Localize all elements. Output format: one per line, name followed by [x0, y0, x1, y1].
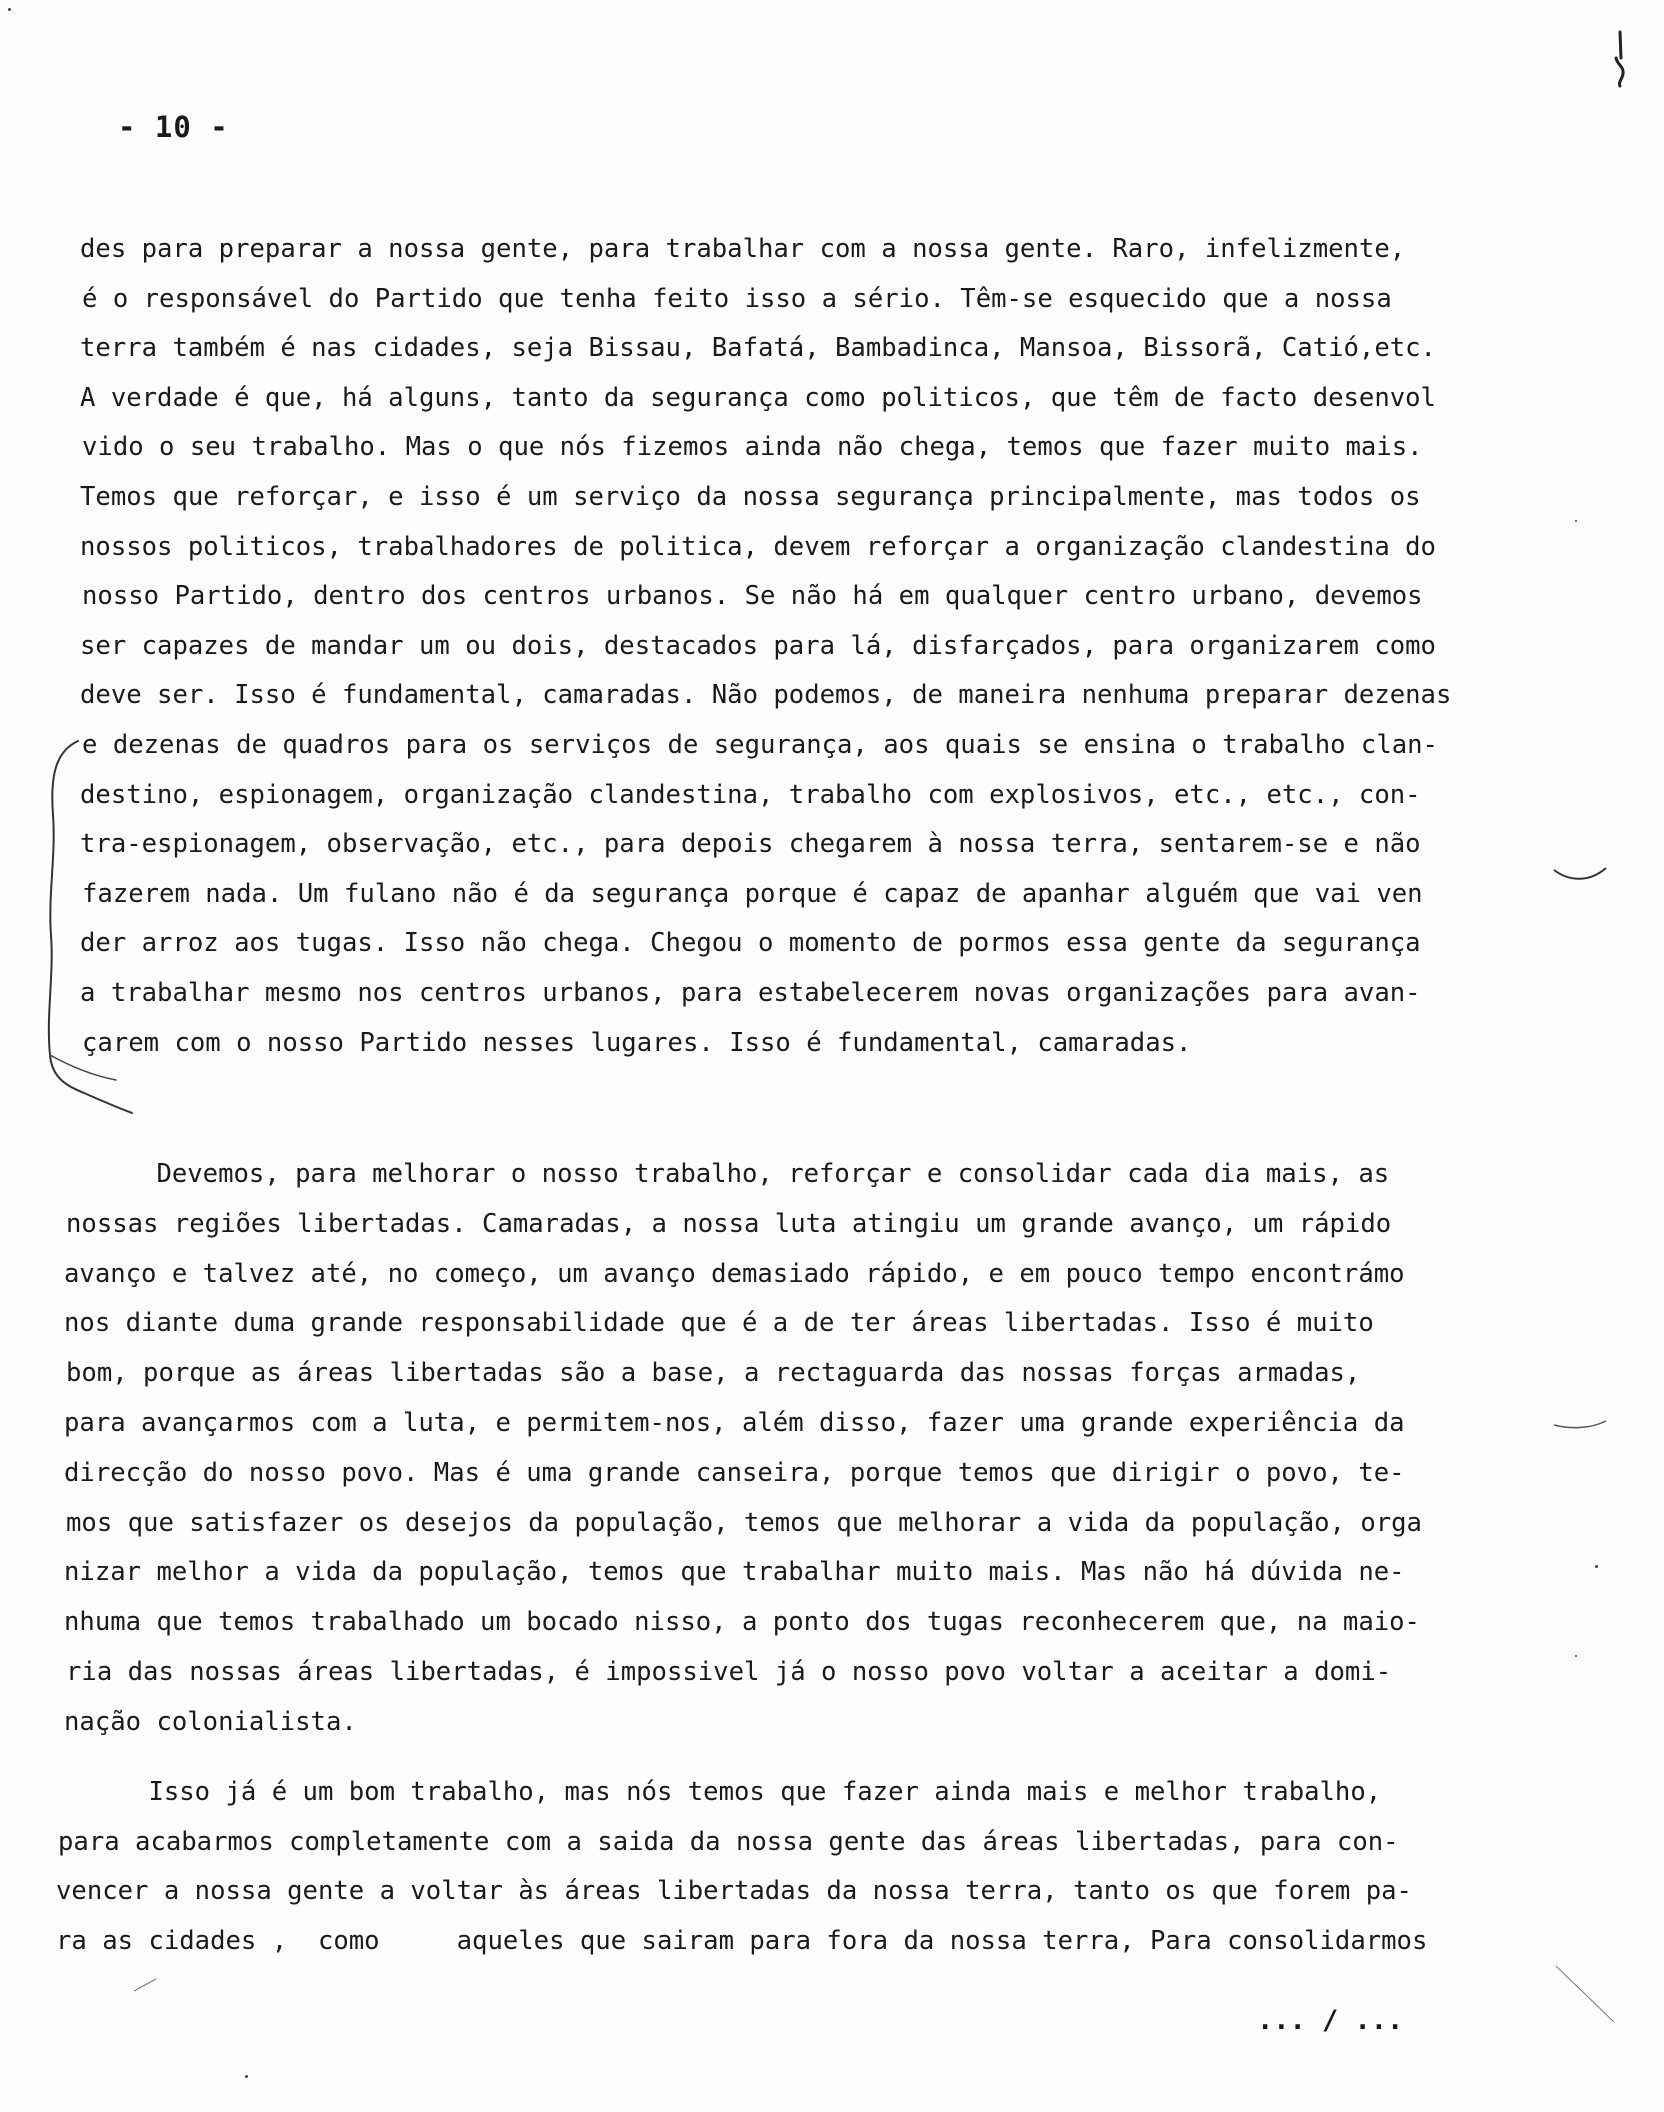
text-line: fazerem nada. Um fulano não é da segurança porque é capaz de apanhar alguém que vai ven [82, 878, 1423, 909]
handwritten-margin-bracket [20, 735, 140, 1115]
margin-mark [1550, 1415, 1610, 1435]
margin-mark [130, 1975, 160, 1995]
text-line: vencer a nossa gente a voltar às áreas libertadas da nossa terra, tanto os que forem pa- [56, 1876, 1412, 1906]
text-line: nizar melhor a vida da população, temos que trabalhar muito mais. Mas não há dúvida ne- [64, 1557, 1405, 1588]
text-line: bom, porque as áreas libertadas são a base, a rectaguarda das nossas forças armadas, [66, 1358, 1361, 1389]
text-line: Isso já é um bom trabalho, mas nós temos que fazer ainda mais e melhor trabalho, [56, 1777, 1382, 1807]
text-line: nossos politicos, trabalhadores de politica, devem reforçar a organização clandestina do [80, 531, 1436, 562]
text-line: ra as cidades , como aqueles que sairam para fora da nossa terra, Para consolidarmos [56, 1925, 1428, 1956]
speck [1575, 1655, 1577, 1657]
text-line: e dezenas de quadros para os serviços de segurança, aos quais se ensina o trabalho clan- [82, 730, 1438, 760]
text-line: para acabarmos completamente com a saida da nossa gente das áreas libertadas, para con- [58, 1826, 1399, 1857]
text-line: nação colonialista. [64, 1706, 357, 1737]
ink-mark [1608, 28, 1632, 88]
text-line: A verdade é que, há alguns, tanto da segurança como politicos, que têm de facto desenvol [80, 382, 1436, 413]
text-line: Temos que reforçar, e isso é um serviço da nossa segurança principalmente, mas todos os [80, 482, 1421, 512]
continuation-marker: ... / ... [1257, 2005, 1404, 2036]
text-line: é o responsável do Partido que tenha feito isso a sério. Têm-se esquecido que a nossa [82, 283, 1392, 314]
text-line: destino, espionagem, organização clandestina, trabalho com explosivos, etc., etc., con- [80, 779, 1421, 810]
speck [1595, 1565, 1598, 1568]
text-line: ria das nossas áreas libertadas, é impossivel já o nosso povo voltar a aceitar a domi- [66, 1657, 1392, 1687]
margin-mark [1550, 860, 1610, 890]
text-line: a trabalhar mesmo nos centros urbanos, para estabelecerem novas organizações para avan- [80, 978, 1421, 1008]
text-line: nosso Partido, dentro dos centros urbanos. Se não há em qualquer centro urbano, devemos [82, 581, 1423, 612]
text-line: tra-espionagem, observação, etc., para depois chegarem à nossa terra, sentarem-se e não [80, 829, 1421, 860]
text-line: çarem com o nosso Partido nesses lugares. Isso é fundamental, camaradas. [82, 1027, 1192, 1058]
speck [245, 2075, 248, 2078]
text-line: direcção do nosso povo. Mas é uma grande canseira, porque temos que dirigir o povo, te- [64, 1457, 1405, 1488]
text-line: para avançarmos com a luta, e permitem-nos, além disso, fazer uma grande experiência da [64, 1408, 1405, 1438]
text-line: avanço e talvez até, no começo, um avanço demasiado rápido, e em pouco tempo encontrámo [64, 1258, 1405, 1289]
text-line: deve ser. Isso é fundamental, camaradas. Não podemos, de maneira nenhuma preparar dezenas [80, 680, 1452, 711]
text-line: nhuma que temos trabalhado um bocado nisso, a ponto dos tugas reconhecerem que, na maio- [64, 1607, 1420, 1638]
text-line: ser capazes de mandar um ou dois, destacados para lá, disfarçados, para organizarem como [80, 630, 1436, 661]
text-line: nos diante duma grande responsabilidade que é a de ter áreas libertadas. Isso é muito [64, 1308, 1374, 1339]
text-line: des para preparar a nossa gente, para trabalhar com a nossa gente. Raro, infelizmente, [80, 234, 1406, 264]
text-line: terra também é nas cidades, seja Bissau, Bafatá, Bambadinca, Mansoa, Bissorã, Catió,etc. [80, 333, 1436, 364]
speck [8, 8, 11, 11]
page-number: - 10 - [118, 110, 229, 144]
text-line: Devemos, para melhorar o nosso trabalho, reforçar e consolidar cada dia mais, as [64, 1159, 1390, 1189]
speck [1575, 520, 1577, 522]
text-line: der arroz aos tugas. Isso não chega. Chegou o momento de pormos essa gente da segurança [80, 928, 1421, 959]
text-line: mos que satisfazer os desejos da população, temos que melhorar a vida da população, orga [66, 1507, 1422, 1538]
text-line: vido o seu trabalho. Mas o que nós fizemos ainda não chega, temos que fazer muito mais. [82, 432, 1423, 463]
margin-mark [1550, 1960, 1620, 2030]
text-line: nossas regiões libertadas. Camaradas, a nossa luta atingiu um grande avanço, um rápido [66, 1208, 1392, 1239]
